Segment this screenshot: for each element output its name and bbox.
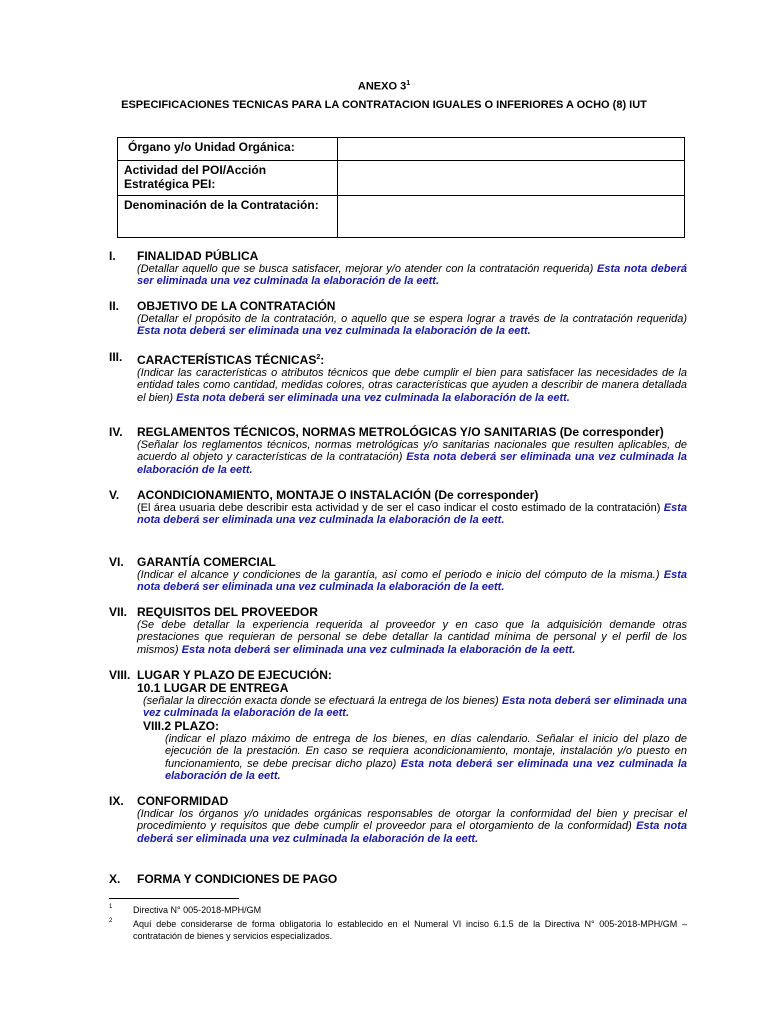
section-title: CARACTERÍSTICAS TÉCNICAS$^2$:: [137, 353, 325, 367]
footnote-divider: [109, 898, 239, 899]
footnote-1: [109, 904, 687, 916]
section-title: GARANTÍA COMERCIAL: [137, 555, 276, 569]
section-reglamentos-tecnicos: [109, 426, 687, 476]
section-number: VI.: [109, 555, 124, 569]
table-label: Órgano y/o Unidad Orgánica:: [118, 138, 338, 161]
note-text: Esta nota deberá ser eliminada una vez culminada la elaboración de la eett.: [137, 263, 688, 288]
subsection-title-lugar-entrega: 10.1 LUGAR DE ENTREGA: [137, 681, 289, 695]
annex-title-text: ANEXO 3: [357, 80, 407, 93]
section-garantia-comercial: [109, 556, 687, 594]
table-label: Denominación de la Contratación:: [118, 196, 338, 238]
note-text: Esta nota deberá ser eliminada una vez culminada la elaboración de la eett.: [137, 569, 687, 594]
section-title: REGLAMENTOS TÉCNICOS, NORMAS METROLÓGICAS Y/O SANITARIAS (De corresponder): [137, 425, 664, 439]
section-lugar-plazo: [109, 669, 687, 782]
annex-title: [0, 80, 768, 93]
note-text: Esta nota deberá ser eliminada una vez culminada la elaboración de la eett.: [137, 820, 688, 845]
section-description: (Se debe detallar la experiencia requerida al proveedor y en caso que la adquisición demande otras prestaciones que requieran de personal se debe detallar la cantidad mínima de personal y el perfil de los mismos) Esta nota deberá ser eliminada una vez culminada la elaboración de la eett.: [137, 619, 687, 656]
annex-footnote-mark: 1: [406, 80, 411, 87]
section-number: II.: [109, 299, 120, 313]
table-row: [118, 138, 685, 161]
table-row: [118, 196, 685, 238]
section-requisitos-proveedor: [109, 606, 687, 656]
section-title: REQUISITOS DEL PROVEEDOR: [137, 605, 318, 619]
subsection-description: (indicar el plazo máximo de entrega de los bienes, en días calendario. Señalar el inicio del plazo de ejecución de la prestación. En caso se requiera acondicionamiento, montaje, instalación y/o puesto en funcionamiento, se debe precisar dicho plazo) Esta nota deberá ser eliminada una vez culminada la elaboración de la eett.: [165, 732, 687, 783]
section-title: ACONDICIONAMIENTO, MONTAJE O INSTALACIÓN (De corresponder): [137, 488, 539, 502]
section-title: CONFORMIDAD: [137, 794, 229, 808]
section-title: FINALIDAD PÚBLICA: [137, 249, 259, 263]
section-number: VIII.: [109, 668, 131, 682]
section-number: V.: [109, 488, 120, 502]
section-description: (Señalar los reglamentos técnicos, normas metrológicas y/o sanitarias nacionales que resulten aplicables, de acuerdo al objeto y características de la contratación) Esta nota deberá ser eliminada una vez culminada la elaboración de la eett.: [137, 439, 687, 476]
section-caracteristicas-tecnicas: [109, 351, 687, 404]
note-text: Esta nota deberá ser eliminada una vez culminada la elaboración de la eett.: [137, 502, 687, 527]
section-objetivo: [109, 300, 687, 338]
section-description: (Indicar el alcance y condiciones de la garantía, así como el periodo e inicio del cómputo de la misma.) Esta nota deberá ser eliminada una vez culminada la elaboración de la eett.: [137, 569, 687, 594]
subsection-description: (señalar la dirección exacta donde se efectuará la entrega de los bienes) Esta nota deberá ser eliminada una vez culminada la elaboración de la eett.: [143, 695, 687, 720]
section-number: IV.: [109, 425, 123, 439]
section-conformidad: [109, 795, 687, 845]
section-forma-pago: [109, 873, 687, 886]
note-text: Esta nota deberá ser eliminada una vez culminada la elaboración de la eett.: [181, 643, 576, 656]
section-description: (Detallar aquello que se busca satisfacer, mejorar y/o atender con la contratación requerida) Esta nota deberá ser eliminada una vez culminada la elaboración de la eett.: [137, 263, 688, 288]
section-number: III.: [109, 350, 123, 364]
section-finalidad-publica: [109, 250, 687, 288]
footnote-text: Directiva N° 005-2018-MPH/GM: [133, 905, 262, 915]
section-title: OBJETIVO DE LA CONTRATACIÓN: [137, 299, 336, 313]
section-description: (Indicar los órganos y/o unidades orgánicas responsables de otorgar la conformidad del bien y precisar el procedimiento y requisitos que debe cumplir el proveedor para el otorgamiento de la conformidad) Esta nota deberá ser eliminada una vez culminada la elaboración de la eett.: [137, 808, 688, 845]
footnote-2: [109, 918, 687, 942]
table-value-field[interactable]: [338, 196, 685, 238]
section-number: IX.: [109, 794, 124, 808]
note-text: Esta nota deberá ser eliminada una vez culminada la elaboración de la eett.: [165, 757, 687, 783]
document-title: ESPECIFICACIONES TECNICAS PARA LA CONTRATACION IGUALES O INFERIORES A OCHO (8) IUT: [121, 99, 647, 111]
section-description: (Detallar el propósito de la contratación, o aquello que se espera lograr a través de la contratación requerida) Esta nota deberá ser eliminada una vez culminada la elaboración de la eett.: [137, 313, 687, 338]
section-title: FORMA Y CONDICIONES DE PAGO: [137, 872, 338, 886]
section-number: VII.: [109, 605, 128, 619]
section-description: (El área usuaria debe describir esta actividad y de ser el caso indicar el costo estimado de la contratación) Esta nota deberá ser eliminada una vez culminada la elaboración de la eett.: [137, 502, 687, 527]
footnote-mark: 2: [316, 354, 321, 361]
note-text: Esta nota deberá ser eliminada una vez culminada la elaboración de la eett.: [143, 695, 687, 720]
table-row: [118, 161, 685, 196]
subsection-title-plazo: VIII.2 PLAZO:: [143, 718, 220, 733]
info-table: [117, 137, 685, 238]
note-text: Esta nota deberá ser eliminada una vez culminada la elaboración de la eett.: [137, 325, 531, 338]
section-description: (Indicar las características o atributos técnicos que debe cumplir el bien para satisfacer las necesidades de la entidad tales como cantidad, medidas colores, otras características que ayuden a describir de manera detallada el bien) Esta nota deberá ser eliminada una vez culminada la elaboración de la eett.: [137, 367, 687, 404]
note-text: Esta nota deberá ser eliminada una vez culminada la elaboración de la eett.: [176, 391, 570, 404]
footnote-text: Aquí debe considerarse de forma obligatoria lo establecido en el Numeral VI inciso 6.1.5 de la Directiva N° 005-2018-MPH/GM – contratación de bienes y servicios especializados.: [133, 919, 687, 941]
section-acondicionamiento: [109, 489, 687, 527]
section-title: LUGAR Y PLAZO DE EJECUCIÓN:: [137, 668, 332, 682]
note-text: Esta nota deberá ser eliminada una vez culminada la elaboración de la eett.: [137, 451, 687, 476]
table-value-field[interactable]: [338, 138, 685, 161]
section-number: X.: [109, 872, 121, 886]
footnote-mark: 2: [109, 918, 113, 924]
table-value-field[interactable]: [338, 161, 685, 196]
table-label: Actividad del POI/Acción Estratégica PEI:: [118, 161, 338, 196]
section-number: I.: [109, 249, 116, 263]
footnote-mark: 1: [109, 904, 113, 910]
